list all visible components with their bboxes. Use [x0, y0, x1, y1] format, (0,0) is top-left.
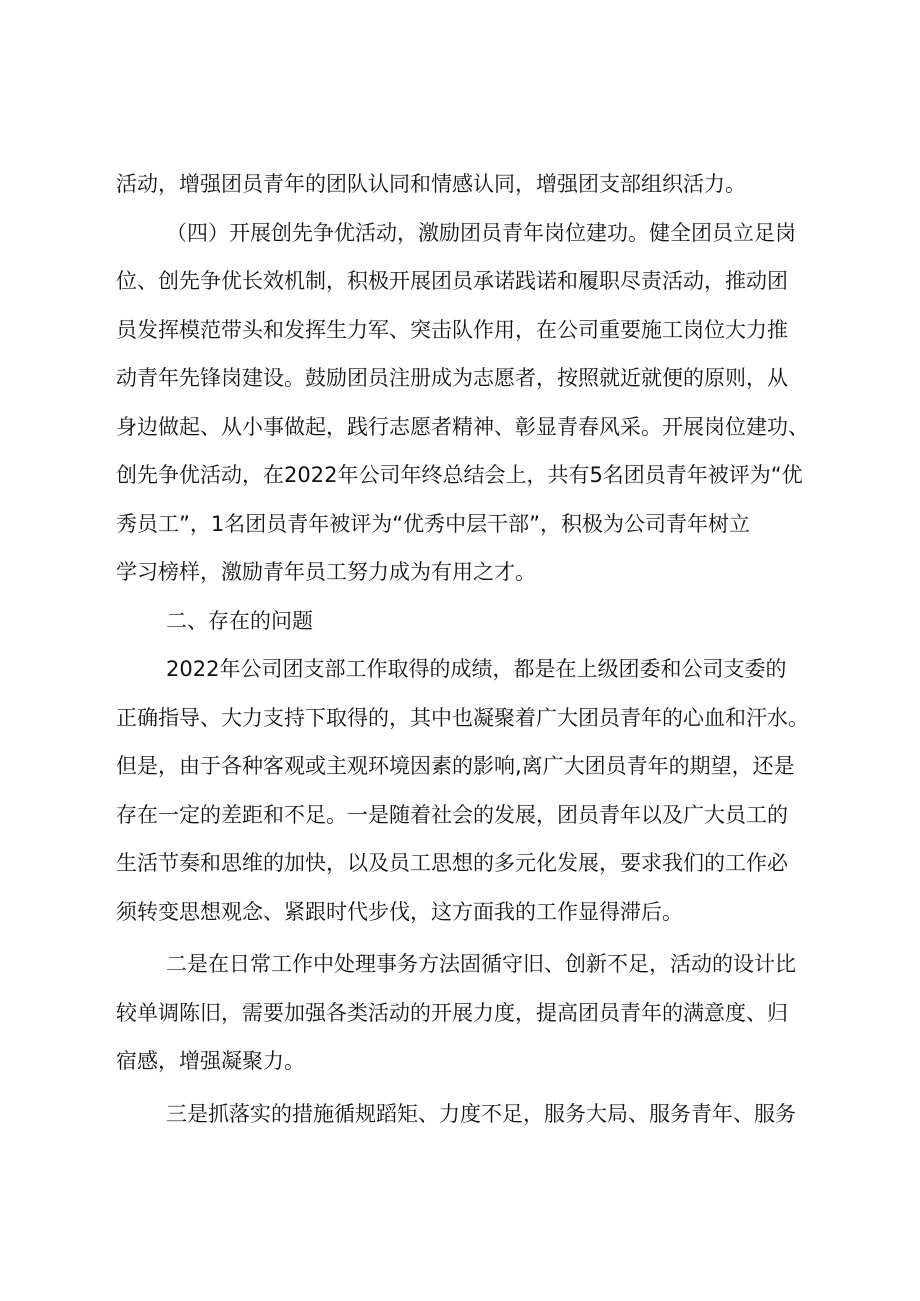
text-line: 生活节奏和思维的加快，以及员工思想的多元化发展，要求我们的工作必 [116, 851, 788, 875]
text-line: 学习榜样，激励青年员工努力成为有用之才。 [116, 560, 536, 584]
text-line: 员发挥模范带头和发挥生力军、突击队作用，在公司重要施工岗位大力推 [116, 317, 788, 342]
text-line: 须转变思想观念、紧跟时代步伐，这方面我的工作显得滞后。 [116, 899, 683, 924]
text-line: 较单调陈旧，需要加强各类活动的开展力度，提高团员青年的满意度、归 [116, 1000, 788, 1025]
text-line: 创先争优活动，在2022年公司年终总结会上，共有5名团员青年被评为“优 [116, 463, 803, 487]
text-line: 三是抓落实的措施循规蹈矩、力度不足，服务大局、服务青年、服务 [166, 1101, 796, 1126]
document-body [116, 160, 828, 1138]
text-line: 身边做起、从小事做起，践行志愿者精神、彰显青春风采。开展岗位建功、 [116, 414, 809, 439]
text-line: 2022年公司团支部工作取得的成绩，都是在上级团委和公司支委的 [166, 657, 787, 681]
text-line: 但是，由于各种客观或主观环境因素的影响,离广大团员青年的期望，还是 [116, 754, 795, 778]
section-heading: 二、存在的问题 [166, 608, 313, 633]
text-line: 位、创先争优长效机制，积极开展团员承诺践诺和履职尽责活动，推动团 [116, 269, 788, 293]
text-line: 二是在日常工作中处理事务方法固循守旧、创新不足，活动的设计比 [166, 952, 796, 976]
text-line: 存在一定的差距和不足。一是随着社会的发展，团员青年以及广大员工的 [116, 802, 788, 827]
text-line: 活动，增强团员青年的团队认同和情感认同，增强团支部组织活力。 [116, 172, 746, 196]
text-line: 动青年先锋岗建设。鼓励团员注册成为志愿者，按照就近就便的原则，从 [116, 366, 788, 390]
text-line: 秀员工”，1名团员青年被评为“优秀中层干部”，积极为公司青年树立 [116, 511, 750, 536]
text-line: 宿感，增强凝聚力。 [116, 1049, 305, 1073]
text-line: 正确指导、大力支持下取得的，其中也凝聚着广大团员青年的心血和汗水。 [116, 705, 809, 730]
text-line: （四）开展创先争优活动，激励团员青年岗位建功。健全团员立足岗 [166, 220, 796, 245]
